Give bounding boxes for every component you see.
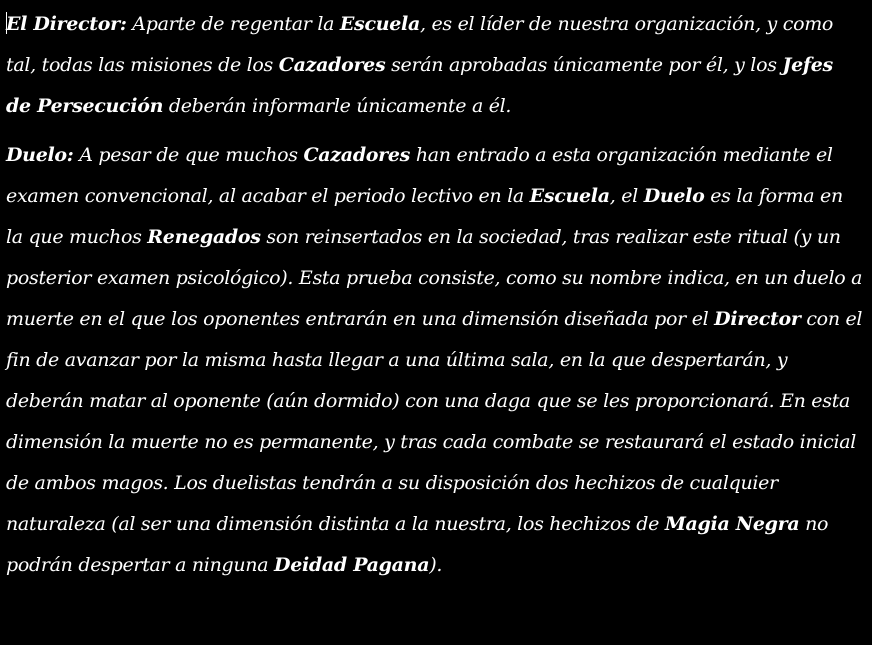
paragraph-text: han entrado a esta organización mediante el examen convencional, al acabar el periodo lectivo en la [6, 144, 833, 207]
term-magia-negra: Magia Negra [664, 513, 800, 535]
term-duelo-heading: Duelo: [6, 144, 74, 166]
document-body [6, 4, 864, 586]
term-cazadores: Cazadores [278, 54, 386, 76]
paragraph-text: con el fin de avanzar por la misma hasta llegar a una última sala, en la que despertarán, y deberán matar al oponente (aún dormido) con una daga que se les proporcionará. En esta dimensión la muerte no es permanente, y tras cada combate se restaurará el estado inicial de ambos magos. Los duelistas tendrán a su disposición dos hechizos de cualquier naturaleza (al ser una dimensión distinta a la nuestra, los hechizos de [6, 308, 863, 535]
term-cazadores: Cazadores [303, 144, 411, 166]
term-renegados: Renegados [147, 226, 261, 248]
paragraph-text: son reinsertados en la sociedad, tras realizar este ritual (y un posterior examen psicológico). Esta prueba consiste, como su nombre indica, en un duelo a muerte en el que los oponentes entrarán en una dimensión diseñada por el [6, 226, 863, 330]
term-escuela: Escuela [339, 13, 420, 35]
term-escuela: Escuela [529, 185, 610, 207]
term-deidad-pagana: Deidad Pagana [274, 554, 430, 576]
paragraph-text: no podrán despertar a ninguna [6, 513, 829, 576]
paragraph-text: es la forma en la que muchos [6, 185, 843, 248]
paragraph-text: deberán informarle únicamente a él. [163, 95, 512, 117]
paragraph-text: A pesar de que muchos [73, 144, 304, 166]
paragraph-text: Aparte de regentar la [126, 13, 340, 35]
paragraph-director[interactable] [6, 4, 864, 127]
term-director: Director [714, 308, 801, 330]
term-jefes-de-persecucion: Jefes de Persecución [6, 54, 833, 117]
paragraph-text: , el [609, 185, 644, 207]
paragraph-text: serán aprobadas únicamente por él, y los [385, 54, 783, 76]
paragraph-text: ). [429, 554, 443, 576]
term-el-director: El Director: [6, 13, 127, 35]
term-duelo: Duelo [643, 185, 705, 207]
paragraph-duelo[interactable] [6, 135, 864, 586]
paragraph-text: , es el líder de nuestra organización, y como tal, todas las misiones de los [6, 13, 834, 76]
